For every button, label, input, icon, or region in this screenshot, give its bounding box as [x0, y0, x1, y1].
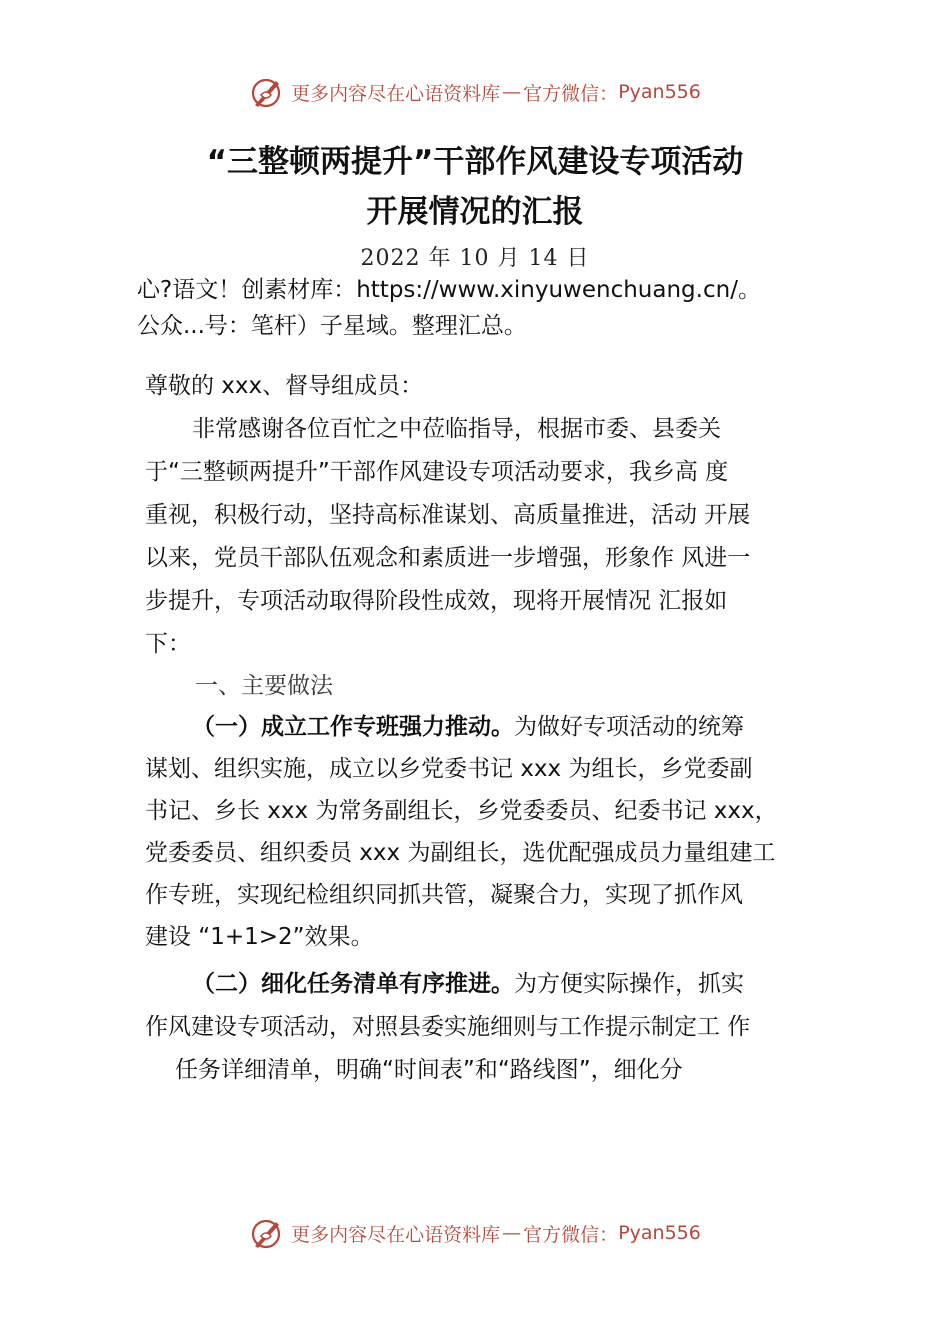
intro-line: 于“三整顿两提升”干部作风建设专项活动要求，我乡高 度	[145, 459, 729, 485]
banner-wechat-id: Pyan556	[618, 81, 701, 103]
item2-first-line	[192, 969, 744, 999]
item1-line: 建设 “1+1>2”效果。	[145, 924, 374, 950]
intro-line: 非常感谢各位百忙之中莅临指导，根据市委、县委关	[192, 416, 721, 442]
pen-circle-icon	[249, 1216, 283, 1250]
document-title-line1: “三整顿两提升”干部作风建设专项活动	[206, 144, 744, 180]
banner-wechat-label: 官方微信：	[523, 1223, 619, 1246]
banner-wechat-id: Pyan556	[618, 1222, 701, 1244]
item1-line: 谋划、组织实施，成立以乡党委书记 xxx 为组长，乡党委副	[145, 756, 753, 782]
banner-text: 更多内容尽在心语资料库	[291, 82, 501, 105]
intro-line: 重视，积极行动，坚持高标准谋划、高质量推进，活动 开展	[145, 502, 751, 528]
salutation: 尊敬的 xxx、督导组成员：	[145, 373, 424, 399]
item1-line: 党委委员、组织委员 xxx 为副组长，选优配强成员力量组建工	[145, 840, 776, 866]
intro-line: 以来，党员干部队伍观念和素质进一步增强，形象作 风进一	[145, 545, 751, 571]
section-heading: 一、主要做法	[195, 673, 333, 699]
item1-line: 书记、乡长 xxx 为常务副组长，乡党委委员、纪委书记 xxx，	[145, 798, 778, 824]
source-line-2: 公众...号：笔杆）子星域。整理汇总。	[137, 313, 527, 339]
source-line-1: 心?语文！创素材库：https://www.xinyuwenchuang.cn/。	[137, 277, 761, 303]
item1-line: 为做好专项活动的统筹	[514, 714, 744, 740]
banner-separator: —	[502, 1222, 522, 1244]
intro-line: 下：	[145, 631, 191, 657]
pen-circle-icon	[249, 75, 283, 109]
item1-line: 作专班，实现纪检组织同抓共管，凝聚合力，实现了抓作风	[145, 882, 743, 908]
item1-first-line	[192, 712, 744, 742]
intro-line: 步提升，专项活动取得阶段性成效，现将开展情况 汇报如	[145, 588, 728, 614]
banner-wechat-label: 官方微信：	[523, 82, 619, 105]
footer-banner	[0, 1213, 950, 1253]
item2-line: 作风建设专项活动，对照县委实施细则与工作提示制定工 作	[145, 1014, 751, 1040]
banner-separator: —	[502, 81, 522, 103]
item1-heading: （一）成立工作专班强力推动。	[192, 714, 514, 740]
item2-line: 为方便实际操作，抓实	[514, 971, 744, 997]
document-title-line2: 开展情况的汇报	[366, 194, 584, 230]
item2-heading: （二）细化任务清单有序推进。	[192, 971, 514, 997]
item2-line: 任务详细清单，明确“时间表”和“路线图”，细化分	[175, 1057, 683, 1083]
banner-text: 更多内容尽在心语资料库	[291, 1223, 501, 1246]
header-banner	[0, 72, 950, 112]
document-date: 2022 年 10 月 14 日	[360, 246, 590, 271]
